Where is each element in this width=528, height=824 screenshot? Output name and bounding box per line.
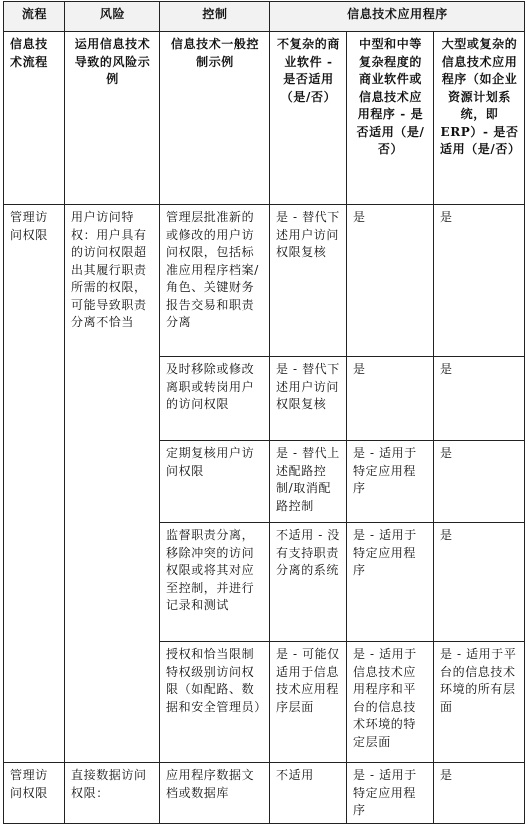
header-process: 流程: [4, 2, 65, 32]
header-medium-software: 中型和中等复杂程度的商业软件或信息技术应用程序 - 是否适用（是/否）: [347, 32, 434, 205]
control-cell: 管理层批准新的或修改的用户访问权限，包括标准应用程序档案/角色、关键财务报告交易和职责分离: [160, 205, 270, 357]
risk-cell: 直接数据访问权限：: [65, 763, 160, 824]
process-cell: 管理访问权限: [4, 205, 65, 763]
control-cell: 应用程序数据文档或数据库: [160, 763, 270, 824]
control-cell: 监督职责分离，移除冲突的访问权限或将其对应至控制，并进行记录和测试: [160, 523, 270, 642]
simple-cell: 不适用: [270, 763, 347, 824]
table-row: [4, 763, 525, 824]
large-cell: 是 - 适用于平台的信息技术环境的所有层面: [434, 642, 525, 763]
header-it-process: 信息技术流程: [4, 32, 65, 205]
medium-cell: 是 - 适用于信息技术应用程序和平台的信息技术环境的特定层面: [347, 642, 434, 763]
medium-cell: 是 - 适用于特定应用程序: [347, 441, 434, 523]
simple-cell: 是 - 替代下述用户访问权限复核: [270, 205, 347, 357]
risk-cell: 用户访问特权：用户具有的访问权限超出其履行职责所需的权限，可能导致职责分离不恰当: [65, 205, 160, 763]
simple-cell: 是 - 可能仅适用于信息技术应用程序层面: [270, 642, 347, 763]
medium-cell: 是: [347, 357, 434, 441]
medium-cell: 是 - 适用于特定应用程序: [347, 523, 434, 642]
medium-cell: 是 - 适用于特定应用程序: [347, 763, 434, 824]
control-cell: 及时移除或修改离职或转岗用户的访问权限: [160, 357, 270, 441]
table-row: [4, 205, 525, 357]
medium-cell: 是: [347, 205, 434, 357]
simple-cell: 不适用 - 没有支持职责分离的系统: [270, 523, 347, 642]
large-cell: 是: [434, 205, 525, 357]
control-cell: 授权和恰当限制特权级别访问权限（如配路、数据和安全管理员）: [160, 642, 270, 763]
header-control: 控制: [160, 2, 270, 32]
large-cell: 是: [434, 441, 525, 523]
simple-cell: 是 - 替代上述配路控制/取消配路控制: [270, 441, 347, 523]
it-controls-table: [3, 1, 525, 824]
header-it-applications: 信息技术应用程序: [270, 2, 525, 32]
header-row-1: [4, 2, 525, 32]
header-risk: 风险: [65, 2, 160, 32]
large-cell: 是: [434, 357, 525, 441]
large-cell: 是: [434, 763, 525, 824]
header-risk-example: 运用信息技术导致的风险示例: [65, 32, 160, 205]
process-cell: 管理访问权限: [4, 763, 65, 824]
header-row-2: [4, 32, 525, 205]
header-large-software: 大型或复杂的信息技术应用程序（如企业资源计划系统，即 ERP）- 是否适用（是/否）: [434, 32, 525, 205]
header-simple-software: 不复杂的商业软件 - 是否适用（是/否）: [270, 32, 347, 205]
simple-cell: 是 - 替代下述用户访问权限复核: [270, 357, 347, 441]
header-general-control-example: 信息技术一般控制示例: [160, 32, 270, 205]
large-cell: 是: [434, 523, 525, 642]
control-cell: 定期复核用户访问权限: [160, 441, 270, 523]
